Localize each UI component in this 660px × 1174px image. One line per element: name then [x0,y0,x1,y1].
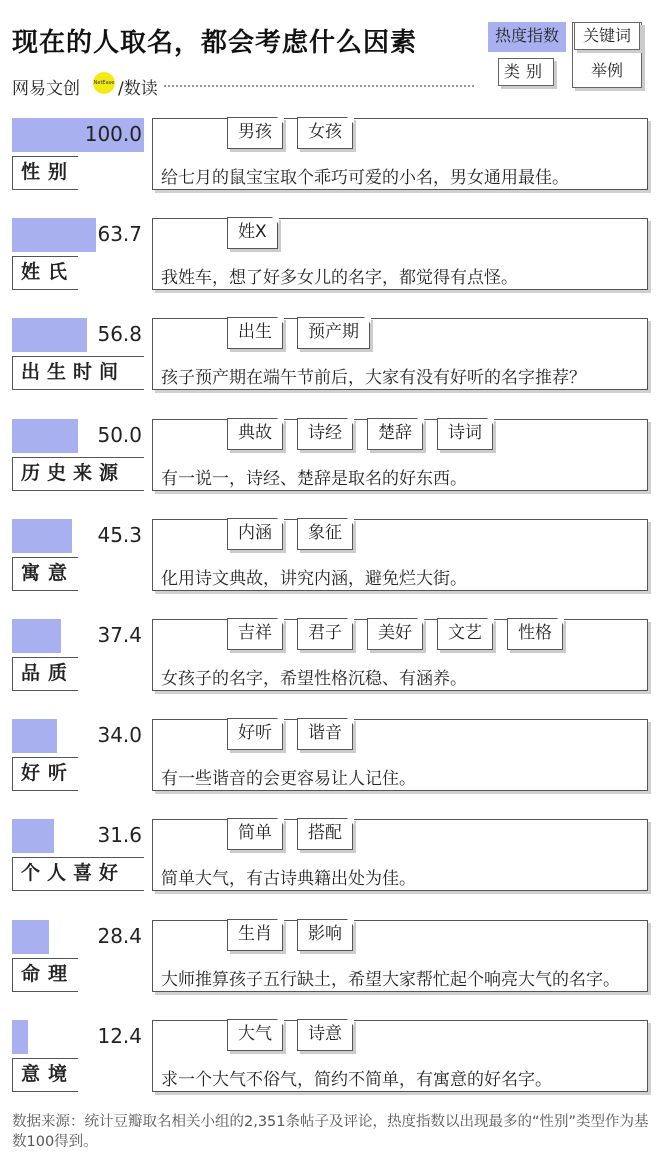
keyword-tag: 简单 [227,818,283,850]
dotted-divider [164,85,474,87]
example-panel [152,519,648,591]
keyword-tag: 生肖 [227,919,283,951]
brand-name: 网易文创 [12,79,80,99]
example-text: 有一说一，诗经、楚辞是取名的好东西。 [161,468,467,489]
category-label: 个人喜好 [12,857,144,891]
brand-sub: /数读 [118,79,158,99]
example-panel [152,118,648,190]
keyword-tag: 楚辞 [367,418,423,450]
legend-heat-index: 热度指数 [488,22,566,52]
bar [12,519,72,553]
bar [12,1020,28,1054]
bar-value-label: 50.0 [97,422,142,447]
example-text: 求一个大气不俗气，简约不简单，有寓意的好名字。 [161,1069,552,1090]
keyword-list [227,217,278,249]
keyword-tag: 好听 [227,718,283,750]
keyword-list [227,418,493,450]
bar [12,218,96,252]
example-text: 孩子预产期在端午节前后，大家有没有好听的名字推荐？ [161,368,586,389]
keyword-tag: 搭配 [297,818,353,850]
example-text: 给七月的鼠宝宝取个乖巧可爱的小名，男女通用最佳。 [161,168,569,188]
category-label: 寓意 [12,557,78,591]
bar-track [12,118,144,152]
example-panel [152,218,648,290]
bar-track [12,619,144,653]
keyword-tag: 诗意 [297,1019,353,1051]
bar-value-label: 63.7 [97,222,142,247]
chart-row [0,318,660,390]
keyword-tag: 性格 [507,618,563,650]
bar-track [12,519,144,553]
keyword-tag: 预产期 [297,317,370,349]
chart-row [0,419,660,491]
bar [12,920,49,954]
example-panel [152,1020,648,1092]
example-panel [152,318,648,390]
keyword-list [227,1019,353,1051]
keyword-list [227,518,353,550]
example-text: 女孩子的名字，希望性格沉稳、有涵养。 [161,669,467,689]
chart-row [0,519,660,591]
example-text: 有一些谐音的会更容易让人记住。 [161,769,416,790]
bar-value-label: 34.0 [97,723,142,748]
bar-track [12,218,144,252]
legend-example: 举例 [574,58,640,86]
bar-track [12,819,144,853]
bar-track [12,419,144,453]
category-label: 性别 [12,156,78,190]
bar-value-label: 37.4 [97,623,142,647]
page-title: 现在的人取名，都会考虑什么因素 [12,28,418,58]
example-panel [152,619,648,691]
keyword-tag: 诗经 [297,418,353,450]
example-text: 化用诗文典故，讲究内涵，避免烂大街。 [161,568,467,589]
chart-row [0,819,660,891]
bar-value-label: 28.4 [97,923,142,948]
chart-row [0,118,660,190]
category-label: 姓氏 [12,256,78,290]
keyword-list [227,317,370,349]
category-label: 好听 [12,757,78,791]
keyword-tag: 女孩 [297,117,353,149]
bar [12,619,61,653]
keyword-tag: 美好 [367,618,423,650]
bar [12,819,54,853]
category-label: 命理 [12,958,78,992]
keyword-tag: 文艺 [437,618,493,650]
bar [12,419,78,453]
bar-value-label: 31.6 [97,823,142,848]
example-text: 大师推算孩子五行缺土，希望大家帮忙起个响亮大气的名字。 [161,969,620,990]
bar-track [12,719,144,753]
legend-keyword: 关键词 [574,22,640,50]
bar-value-label: 45.3 [97,522,142,547]
example-panel [152,719,648,791]
chart-row [0,218,660,290]
category-label: 历史来源 [12,457,144,491]
keyword-list [227,818,353,850]
keyword-tag: 出生 [227,317,283,349]
brand-row [12,72,472,99]
chart-row [0,1020,660,1092]
keyword-tag: 影响 [297,919,353,951]
keyword-tag: 姓X [227,217,278,249]
bar-value-label: 56.8 [97,322,142,347]
keyword-tag: 内涵 [227,518,283,550]
keyword-list [227,718,353,750]
chart-row [0,619,660,691]
keyword-tag: 诗词 [437,418,493,450]
footnote: 数据来源：统计豆瓣取名相关小组的2,351条帖子及评论，热度指数以出现最多的“性别”类型作为基数100得到。 [12,1114,649,1150]
example-text: 简单大气，有古诗典籍出处为佳。 [161,869,416,890]
example-text: 我姓车，想了好多女儿的名字，都觉得有点怪。 [161,268,518,289]
chart-row [0,920,660,992]
keyword-list [227,117,353,149]
keyword-tag: 男孩 [227,117,283,149]
category-label: 出生时间 [12,356,144,390]
netease-logo-icon: NetEase [93,72,115,94]
keyword-tag: 典故 [227,418,283,450]
category-label: 品质 [12,657,78,691]
bar [12,318,87,352]
category-label: 意境 [12,1058,78,1092]
bar-value-label: 100.0 [84,122,142,146]
bar [12,719,57,753]
bar-value-label: 12.4 [97,1023,142,1048]
keyword-tag: 谐音 [297,718,353,750]
keyword-tag: 吉祥 [227,618,283,650]
example-panel [152,920,648,992]
legend-category: 类别 [498,58,554,86]
bar-track [12,920,144,954]
keyword-tag: 大气 [227,1019,283,1051]
bar-track [12,318,144,352]
keyword-list [227,919,353,951]
bar-track [12,1020,144,1054]
example-panel [152,819,648,891]
keyword-tag: 象征 [297,518,353,550]
keyword-list [227,618,563,650]
keyword-tag: 君子 [297,618,353,650]
example-panel [152,419,648,491]
chart-row [0,719,660,791]
